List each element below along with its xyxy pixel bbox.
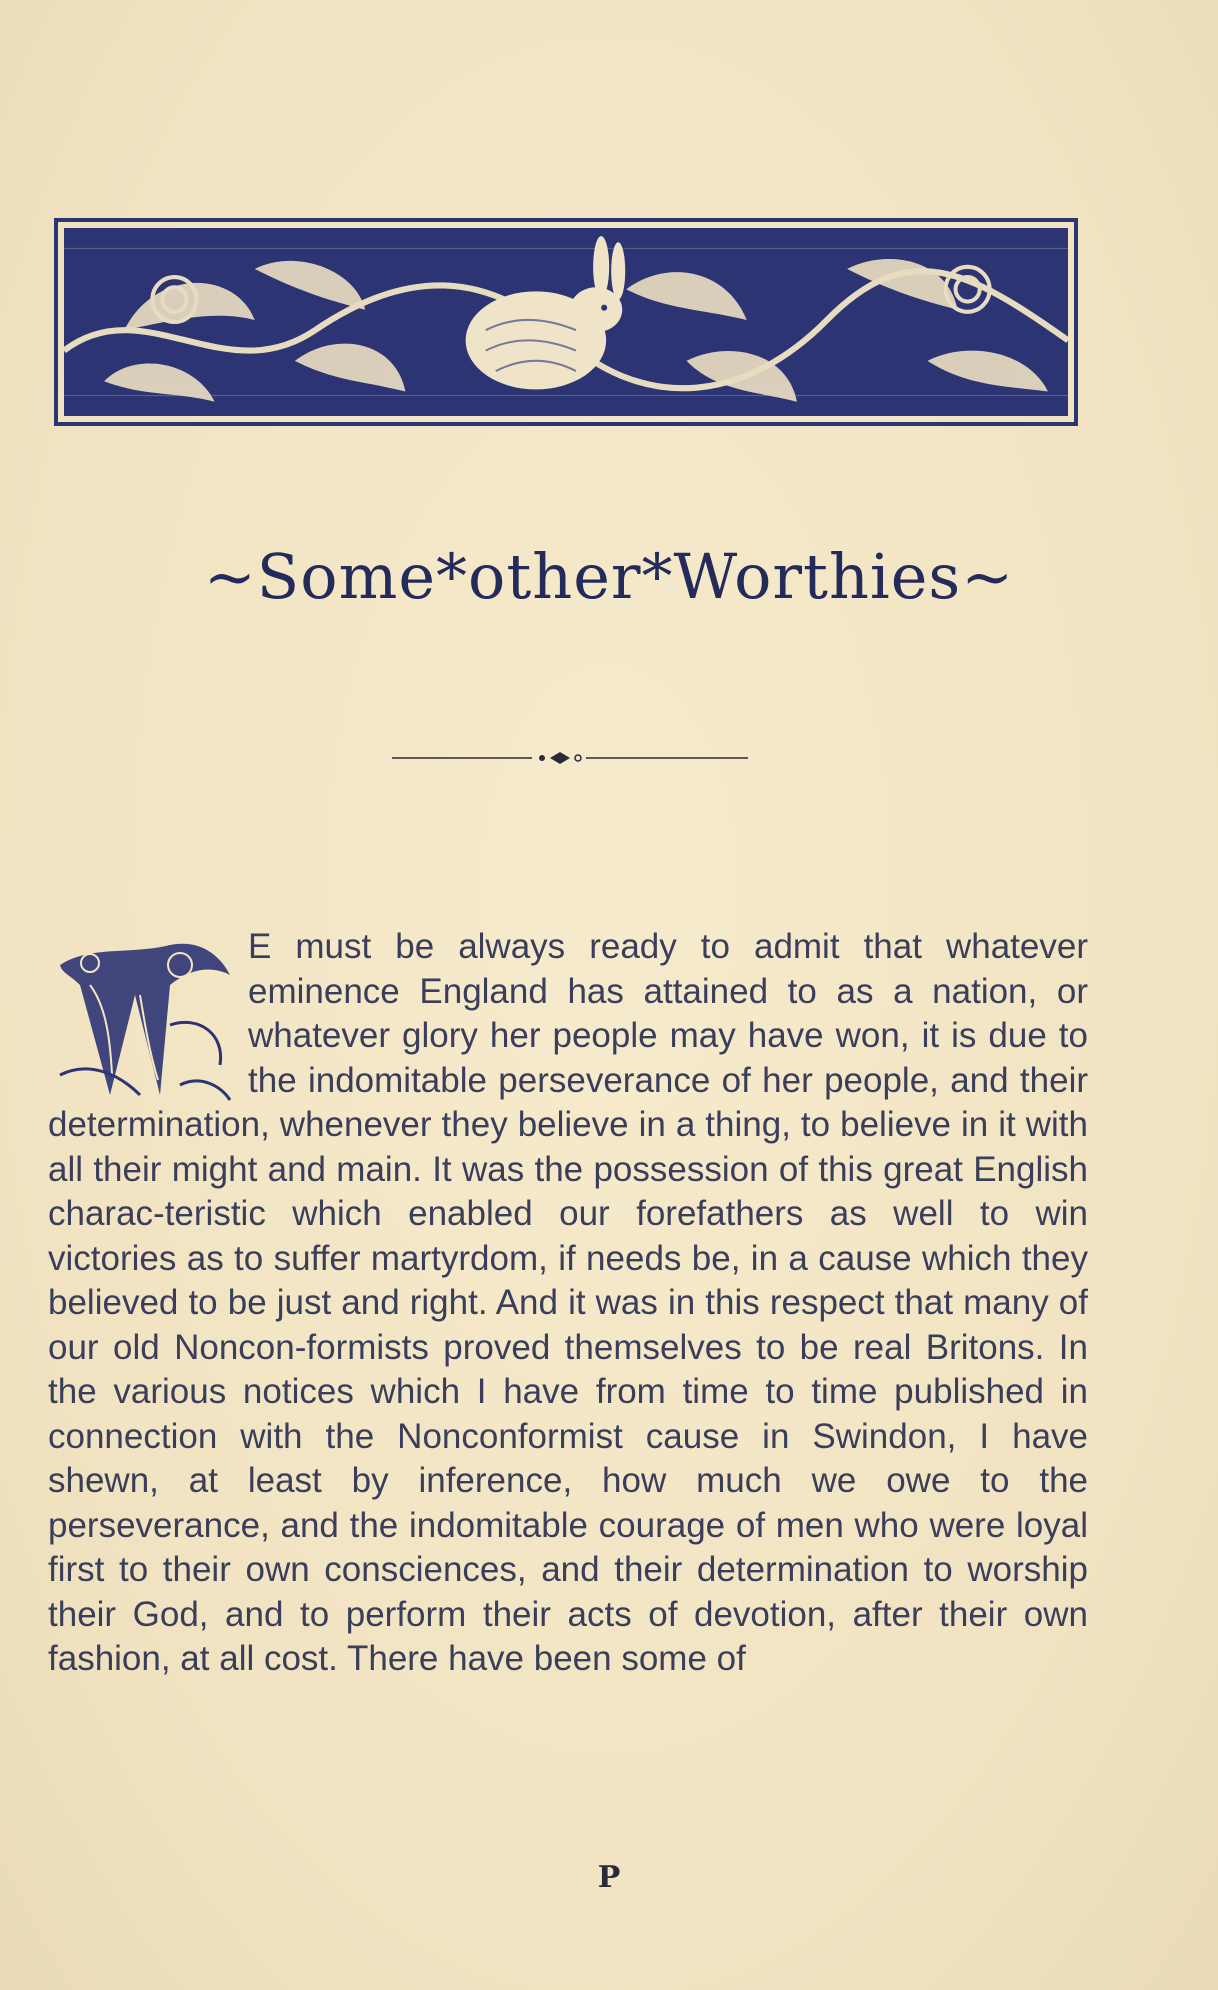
paragraph-text: must be always ready to admit that whatever eminence England has attained to as a nation, or whatever glory her people may have won, it is due to the indomitable perseverance of her people, and their determination, whenever they believe in a thing, to believe in it with all their might and main. It was the possession of this great English charac-teristic which enabled our forefathers as well to win victories as to suffer martyrdom, if needs be, in a cause which they believed to be just and right. And it was in this respect that many of our old Noncon-formists proved themselves to be real Britons. In the various notices which I have from time to time published in connection with the Nonconformist cause in Swindon, I have shewn, at least by inference, how much we owe to the perseverance, and the indomitable courage of men who were loyal first to their own consciences, and their determination to worship their God, and to perform their acts of devotion, after their own fashion, at all cost. There have been some of: [48, 927, 1088, 1678]
ornamental-drop-cap-w-icon: [50, 925, 236, 1103]
signature-mark: P: [597, 1860, 621, 1895]
chapter-title: ~Some*other*Worthies~: [203, 540, 1015, 613]
ornamental-divider-icon: [392, 748, 748, 768]
first-word-rest: E: [248, 927, 272, 966]
drop-cap: [50, 925, 236, 1103]
ornamental-headpiece: [54, 218, 1078, 426]
foliage-rabbit-ornament-icon: [64, 228, 1068, 416]
body-paragraph: [48, 925, 1088, 1682]
